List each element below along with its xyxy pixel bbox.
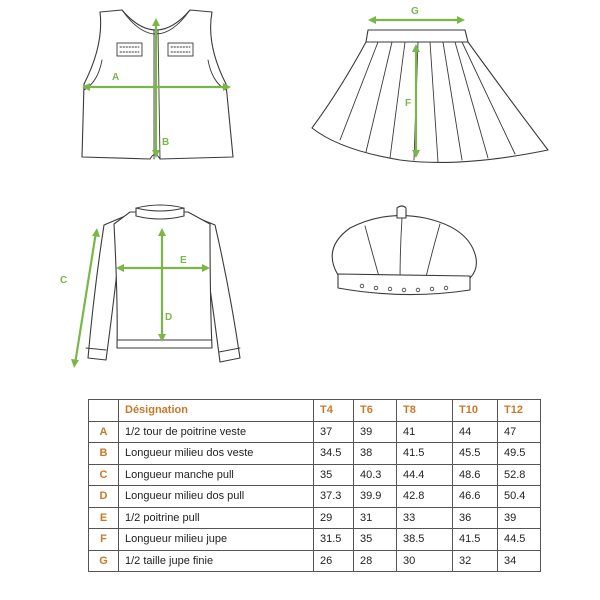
- cell-t4: 37: [314, 421, 354, 443]
- measure-label-c: C: [60, 275, 68, 286]
- row-label: Longueur manche pull: [119, 464, 314, 486]
- header-designation: Désignation: [119, 400, 314, 422]
- cell-t12: 44.5: [498, 529, 541, 551]
- cell-t12: 47: [498, 421, 541, 443]
- cell-t12: 34: [498, 550, 541, 572]
- cell-t10: 46.6: [453, 486, 498, 508]
- measure-label-a: A: [112, 72, 120, 83]
- header-t6: T6: [354, 400, 397, 422]
- cell-t6: 28: [354, 550, 397, 572]
- cell-t4: 29: [314, 507, 354, 529]
- cell-t8: 38.5: [397, 529, 453, 551]
- row-label: 1/2 poitrine pull: [119, 507, 314, 529]
- row-letter: E: [89, 507, 119, 529]
- cell-t12: 39: [498, 507, 541, 529]
- table-row: [89, 486, 541, 508]
- cell-t12: 50.4: [498, 486, 541, 508]
- header-t8: T8: [397, 400, 453, 422]
- cell-t4: 26: [314, 550, 354, 572]
- cell-t10: 48.6: [453, 464, 498, 486]
- cell-t6: 35: [354, 529, 397, 551]
- cell-t8: 41: [397, 421, 453, 443]
- table-row: [89, 464, 541, 486]
- header-cell: [89, 400, 119, 422]
- cell-t12: 49.5: [498, 443, 541, 465]
- row-letter: D: [89, 486, 119, 508]
- cell-t6: 38: [354, 443, 397, 465]
- header-t10: T10: [453, 400, 498, 422]
- cell-t6: 40.3: [354, 464, 397, 486]
- measure-label-b: B: [162, 137, 170, 148]
- cell-t6: 39: [354, 421, 397, 443]
- cell-t10: 45.5: [453, 443, 498, 465]
- row-label: Longueur milieu jupe: [119, 529, 314, 551]
- cell-t4: 35: [314, 464, 354, 486]
- measure-label-e: E: [180, 255, 187, 266]
- cell-t8: 42.8: [397, 486, 453, 508]
- table-row: [89, 443, 541, 465]
- cell-t8: 33: [397, 507, 453, 529]
- table-row: [89, 421, 541, 443]
- cell-t4: 37.3: [314, 486, 354, 508]
- row-letter: F: [89, 529, 119, 551]
- row-label: Longueur milieu dos pull: [119, 486, 314, 508]
- table-row: [89, 529, 541, 551]
- size-chart-table: [88, 399, 541, 572]
- cell-t12: 52.8: [498, 464, 541, 486]
- row-label: Longueur milieu dos veste: [119, 443, 314, 465]
- cell-t10: 44: [453, 421, 498, 443]
- cell-t8: 44.4: [397, 464, 453, 486]
- table-row: [89, 550, 541, 572]
- row-letter: G: [89, 550, 119, 572]
- beret-drawing: [332, 206, 476, 295]
- header-t4: T4: [314, 400, 354, 422]
- row-label: 1/2 tour de poitrine veste: [119, 421, 314, 443]
- cell-t4: 34.5: [314, 443, 354, 465]
- cell-t6: 39.9: [354, 486, 397, 508]
- row-label: 1/2 taille jupe finie: [119, 550, 314, 572]
- vest-drawing: [82, 10, 233, 159]
- cell-t10: 36: [453, 507, 498, 529]
- cell-t8: 30: [397, 550, 453, 572]
- measure-label-g: G: [411, 6, 419, 17]
- row-letter: A: [89, 421, 119, 443]
- header-t12: T12: [498, 400, 541, 422]
- table-row: [89, 507, 541, 529]
- table-header-row: [89, 400, 541, 422]
- measure-label-d: D: [165, 312, 173, 323]
- cell-t8: 41.5: [397, 443, 453, 465]
- sweater-drawing: [60, 205, 240, 368]
- skirt-drawing: [312, 6, 548, 162]
- row-letter: C: [89, 464, 119, 486]
- row-letter: B: [89, 443, 119, 465]
- measure-label-f: F: [405, 98, 412, 109]
- cell-t10: 32: [453, 550, 498, 572]
- cell-t4: 31.5: [314, 529, 354, 551]
- cell-t10: 41.5: [453, 529, 498, 551]
- cell-t6: 31: [354, 507, 397, 529]
